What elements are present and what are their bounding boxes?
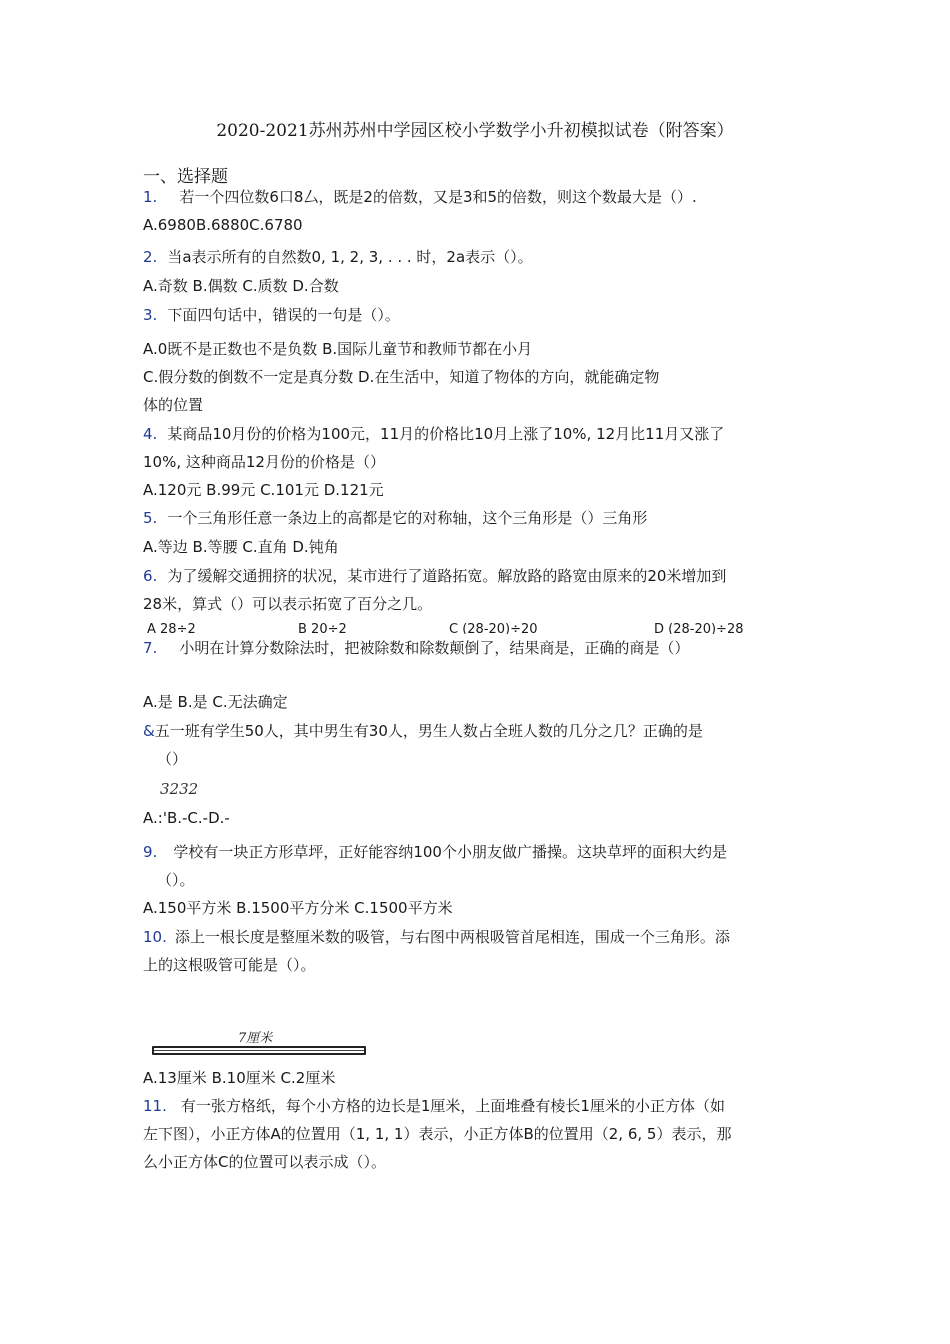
question-text: 下面四句话中，错误的一句是（）。 bbox=[167, 306, 400, 324]
question-2-options: A.奇数 B.偶数 C.质数 D.合数 bbox=[143, 277, 339, 295]
question-text: 五一班有学生50人，其中男生有30人，男生人数占全班人数的几分之几？正确的是 bbox=[154, 722, 703, 740]
question-6-option-c: C (28-20)÷20 bbox=[449, 622, 538, 634]
question-6-line2: 28米，算式（）可以表示拓宽了百分之几。 bbox=[143, 595, 433, 613]
question-7-options: A.是 B.是 C.无法确定 bbox=[143, 693, 288, 711]
question-number: 4. bbox=[143, 425, 158, 443]
question-number: 3. bbox=[143, 306, 158, 324]
question-7 bbox=[143, 638, 689, 658]
question-8 bbox=[143, 721, 703, 741]
section-heading: 一、选择题 bbox=[143, 167, 228, 187]
question-5-options: A.等边 B.等腰 C.直角 D.钝角 bbox=[143, 538, 339, 556]
question-11-line3: 么小正方体C的位置可以表示成（）。 bbox=[143, 1153, 386, 1171]
question-10-options: A.13厘米 B.10厘米 C.2厘米 bbox=[143, 1069, 336, 1087]
question-10 bbox=[143, 927, 730, 947]
question-text: 有一张方格纸，每个小方格的边长是1厘米，上面堆叠有棱长1厘米的小正方体（如 bbox=[180, 1097, 725, 1115]
question-text: 一个三角形任意一条边上的高都是它的对称轴，这个三角形是（）三角形 bbox=[167, 509, 648, 527]
question-text: 添上一根长度是整厘米数的吸管，与右图中两根吸管首尾相连，围成一个三角形。添 bbox=[174, 928, 730, 946]
page-title: 2020-2021苏州苏州中学园区校小学数学小升初模拟试卷（附答案） bbox=[216, 121, 734, 141]
straw-length-label: 7厘米 bbox=[238, 1031, 273, 1046]
question-4-line2: 10%, 这种商品12月份的价格是（） bbox=[143, 453, 385, 471]
question-text: 若一个四位数6口8厶，既是2的倍数，又是3和5的倍数，则这个数最大是（）. bbox=[179, 188, 697, 206]
question-number: 6. bbox=[143, 567, 158, 585]
question-3-options-line2: C.假分数的倒数不一定是真分数 D.在生活中，知道了物体的方向，就能确定物 bbox=[143, 368, 660, 386]
question-number: 7. bbox=[143, 639, 158, 657]
question-4 bbox=[143, 424, 724, 444]
question-number: 2. bbox=[143, 248, 158, 266]
question-2 bbox=[143, 247, 533, 267]
question-number: & bbox=[143, 722, 155, 740]
question-8-line2: （） bbox=[157, 750, 188, 768]
question-1 bbox=[143, 187, 697, 207]
question-text: 小明在计算分数除法时，把被除数和除数颠倒了，结果商是，正确的商是（） bbox=[179, 639, 690, 657]
question-9-line2: （）。 bbox=[157, 871, 195, 889]
question-text: 某商品10月份的价格为100元，11月的价格比10月上涨了10%, 12月比11月又涨了 bbox=[167, 425, 725, 443]
question-6 bbox=[143, 566, 726, 586]
question-number: 10. bbox=[143, 928, 167, 946]
question-number: 9. bbox=[143, 843, 158, 861]
question-3-options-line1: A.0既不是正数也不是负数 B.国际儿童节和教师节都在小月 bbox=[143, 340, 533, 358]
question-10-line2: 上的这根吸管可能是（）。 bbox=[143, 956, 316, 974]
question-number: 5. bbox=[143, 509, 158, 527]
straw-figure bbox=[152, 1046, 366, 1055]
question-9 bbox=[143, 842, 727, 862]
question-1-options: A.6980B.6880C.6780 bbox=[143, 216, 303, 234]
question-number: 11. bbox=[143, 1097, 167, 1115]
question-text: 当a表示所有的自然数0, 1, 2, 3, . . . 时，2a表示（）。 bbox=[167, 248, 533, 266]
question-6-option-b: B 20÷2 bbox=[298, 622, 347, 634]
question-4-options: A.120元 B.99元 C.101元 D.121元 bbox=[143, 481, 384, 499]
question-3-options-line3: 体的位置 bbox=[143, 396, 204, 414]
question-6-option-a: A 28÷2 bbox=[147, 622, 196, 634]
question-5 bbox=[143, 508, 647, 528]
question-8-fractions: 3232 bbox=[160, 780, 199, 798]
question-text: 为了缓解交通拥挤的状况，某市进行了道路拓宽。解放路的路宽由原来的20米增加到 bbox=[167, 567, 727, 585]
question-9-options: A.150平方米 B.1500平方分米 C.1500平方米 bbox=[143, 899, 453, 917]
question-text: 学校有一块正方形草坪，正好能容纳100个小朋友做广播操。这块草坪的面积大约是 bbox=[173, 843, 727, 861]
question-3 bbox=[143, 305, 400, 325]
question-11-line2: 左下图），小正方体A的位置用（1, 1, 1）表示，小正方体B的位置用（2, 6, 5）表示，那 bbox=[143, 1125, 732, 1143]
question-11 bbox=[143, 1096, 725, 1116]
question-6-option-d: D (28-20)÷28 bbox=[654, 622, 744, 634]
question-number: 1. bbox=[143, 188, 158, 206]
question-8-options: A.:'B.-C.-D.- bbox=[143, 809, 230, 827]
